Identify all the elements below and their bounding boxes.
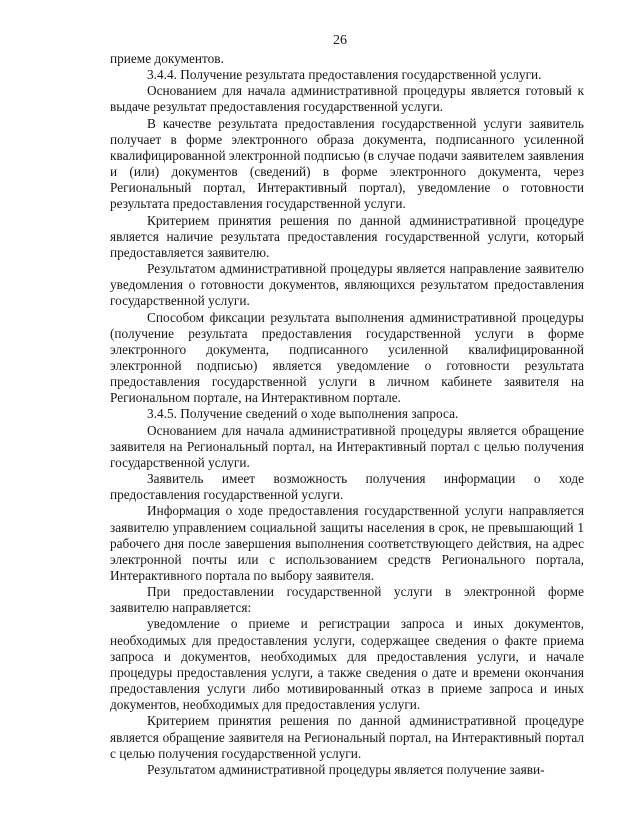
document-body <box>110 51 584 778</box>
paragraph: Заявитель имеет возможность получения информации о ходе предоставления государственной услуги. <box>110 471 584 503</box>
paragraph: Основанием для начала административной процедуры является обращение заявителя на Региональный портал, на Интерактивный портал с целью получения государственной услуги. <box>110 422 584 470</box>
paragraph: Основанием для начала административной процедуры является готовый к выдаче результат предоставления государственной услуги. <box>110 83 584 115</box>
paragraph: При предоставлении государственной услуги в электронной форме заявителю направляется: <box>110 584 584 616</box>
paragraph: В качестве результата предоставления государственной услуги заявитель получает в форме электронного образа документа, подписанного усиленной квалифицированной электронной подписью (в случае подачи заявителем заявления и (или) документов (сведений) в форме электронного документа, через Региональный портал, Интерактивный портал), уведомление о готовности результата предоставления государственной услуги. <box>110 115 584 212</box>
paragraph: Способом фиксации результата выполнения административной процедуры (получение результата предоставления государственной услуги в форме электронного документа, подписанного усиленной квалифицированной электронной подписью) является уведомление о готовности результата предоставления государственной услуги в личном кабинете заявителя на Региональном портале, на Интерактивном портале. <box>110 309 584 406</box>
paragraph: Критерием принятия решения по данной административной процедуре является обращение заявителя на Региональный портал, на Интерактивный портал с целью получения государственной услуги. <box>110 713 584 761</box>
section-heading-3-4-4: 3.4.4. Получение результата предоставления государственной услуги. <box>147 67 542 83</box>
paragraph-continuation: приеме документов. <box>110 51 224 66</box>
paragraph: уведомление о приеме и регистрации запроса и иных документов, необходимых для предоставления услуги, содержащее сведения о факте приема запроса и документов, необходимых для предоставления услуги, и начале процедуры предоставления услуги, а также сведения о дате и времени окончания предоставления услуги либо мотивированный отказ в приеме запроса и иных документов, необходимых для предоставления услуги. <box>110 616 584 713</box>
page-number: 26 <box>333 33 347 48</box>
section-heading-3-4-5: 3.4.5. Получение сведений о ходе выполнения запроса. <box>147 406 459 422</box>
paragraph: Критерием принятия решения по данной административной процедуре является наличие результата предоставления государственной услуги, который предоставляется заявителю. <box>110 212 584 260</box>
paragraph-trailing: Результатом административной процедуры является получение заяви- <box>147 761 545 777</box>
paragraph: Информация о ходе предоставления государственной услуги направляется заявителю управлением социальной защиты населения в срок, не превышающий 1 рабочего дня после завершения выполнения соответствующего действия, на адрес электронной почты или с использованием средств Регионального портала, Интерактивного портала по выбору заявителя. <box>110 503 584 583</box>
paragraph: Результатом административной процедуры является направление заявителю уведомления о готовности документов, являющихся результатом предоставления государственной услуги. <box>110 261 584 309</box>
